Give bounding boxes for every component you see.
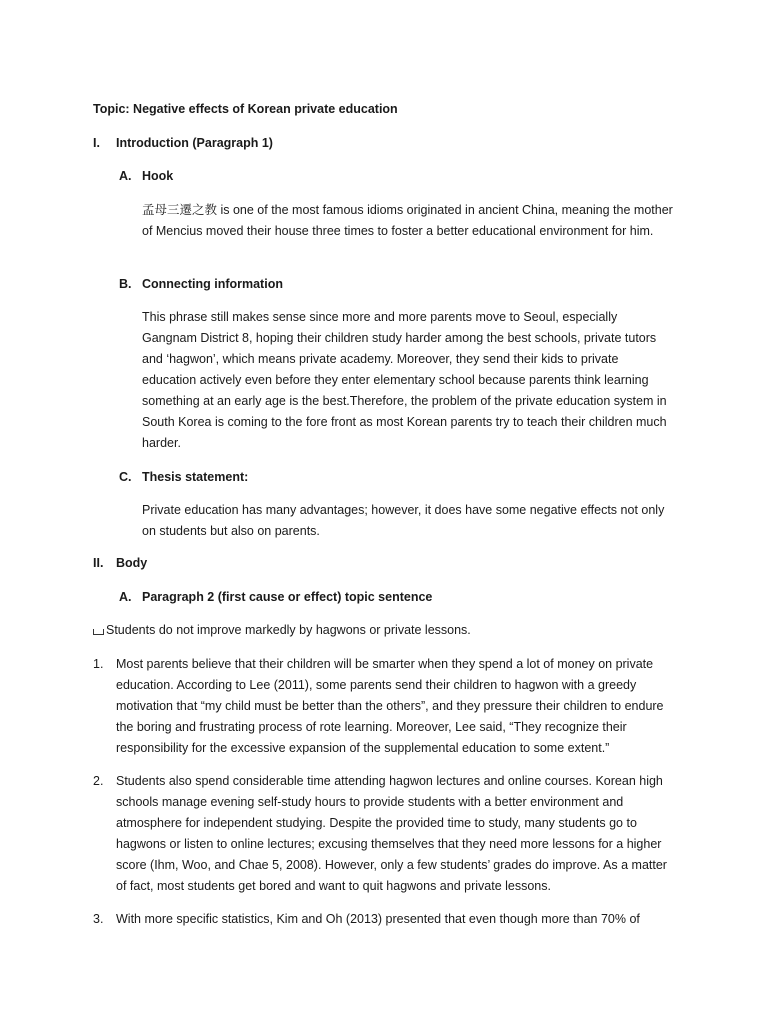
section-numeral-body: II. bbox=[93, 556, 104, 570]
topic-title: Topic: Negative effects of Korean private education bbox=[93, 102, 398, 116]
subsection-letter-hook: A. bbox=[119, 169, 132, 183]
section-heading-intro: Introduction (Paragraph 1) bbox=[116, 136, 273, 150]
subsection-heading-para2: Paragraph 2 (first cause or effect) topic sentence bbox=[142, 590, 433, 604]
list-item: Most parents believe that their children will be smarter when they spend a lot of money on private education. According to Lee (2011), some parents send their children to hagwon with a greedy motivation that “my child must be better than the others”, and they pressure their children to endure the boring and frustrating process of rote learning. Moreover, Lee said, “They recognize their responsibility for the excessive expansion of the supplemental education to some extent.” bbox=[116, 657, 664, 755]
subsection-heading-hook: Hook bbox=[142, 169, 174, 183]
placeholder-box-icon bbox=[93, 629, 104, 635]
topic-sentence bbox=[93, 620, 471, 641]
list-number: 3. bbox=[93, 912, 104, 926]
subsection-letter-connecting: B. bbox=[119, 277, 132, 291]
subsection-letter-thesis: C. bbox=[119, 470, 132, 484]
list-item: Students also spend considerable time attending hagwon lectures and online courses. Korean high schools manage evening self-study hours to provide students with a better environment and atmosphere for independent studying. Despite the provided time to study, many students go to hagwons or listen to online lectures; excusing themselves that they need more lessons for a higher score (Ihm, Woo, and Chae 5, 2008). However, only a few students’ grades do improve. As a matter of fact, most students get bored and want to quit hagwons and private lessons. bbox=[116, 774, 667, 893]
list-number: 2. bbox=[93, 774, 104, 788]
hook-paragraph: 孟母三遷之教 is one of the most famous idioms originated in ancient China, meaning the mother of Mencius moved their house three times to foster a better educational environment for him. bbox=[142, 203, 673, 238]
subsection-letter-para2: A. bbox=[119, 590, 132, 604]
subsection-heading-connecting: Connecting information bbox=[142, 277, 283, 291]
thesis-paragraph: Private education has many advantages; however, it does have some negative effects not only on students but also on parents. bbox=[142, 503, 665, 538]
list-item: With more specific statistics, Kim and Oh (2013) presented that even though more than 70% of bbox=[116, 912, 640, 926]
section-heading-body: Body bbox=[116, 556, 148, 570]
connecting-paragraph: This phrase still makes sense since more and more parents move to Seoul, especially Gangnam District 8, hoping their children study harder among the best schools, private tutors and ‘hagwon’, which means private academy. Moreover, they send their kids to private education actively even before they enter elementary school because parents think learning something at an early age is the best.Therefore, the problem of the private education system in South Korea is coming to the fore front as most Korean parents try to teach their children much harder. bbox=[142, 310, 667, 450]
section-numeral-intro: I. bbox=[93, 136, 100, 150]
topic-sentence-text: Students do not improve markedly by hagwons or private lessons. bbox=[106, 623, 471, 637]
subsection-heading-thesis: Thesis statement: bbox=[142, 470, 249, 484]
list-number: 1. bbox=[93, 657, 104, 671]
